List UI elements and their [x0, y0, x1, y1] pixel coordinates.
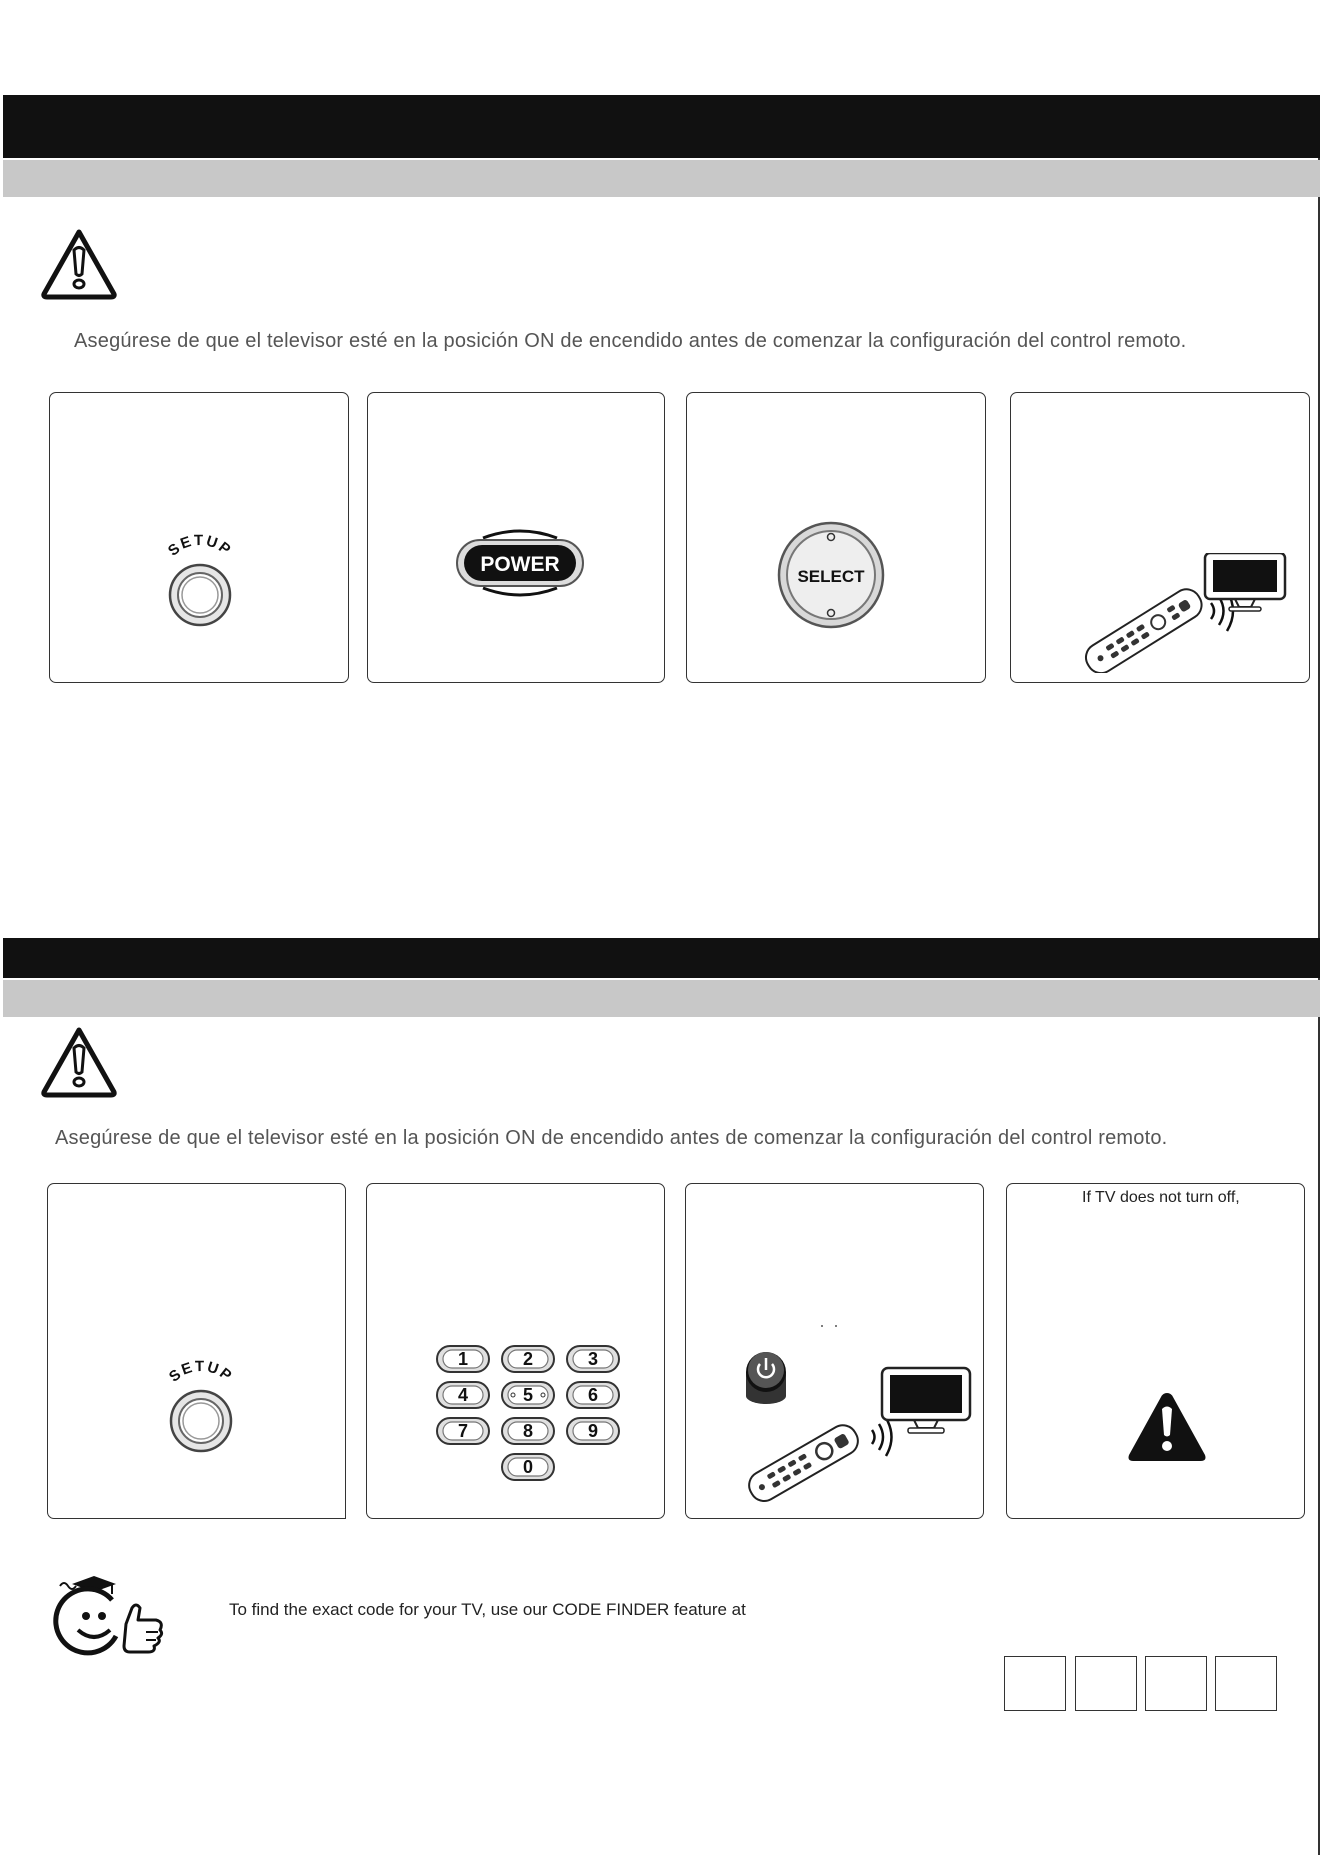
- svg-text:1: 1: [457, 1349, 469, 1369]
- keypad-key-0: [502, 1454, 554, 1480]
- section2-step2-card: [366, 1183, 665, 1519]
- svg-text:SETUP: [165, 533, 235, 560]
- svg-text:9: 9: [587, 1421, 599, 1441]
- section2-subheader-bar: [3, 980, 1320, 1017]
- svg-text:3: 3: [587, 1349, 599, 1369]
- section2-warning-text: Asegúrese de que el televisor esté en la posición ON de encendido antes de comenzar la configuración del control remoto.: [55, 1127, 1168, 1149]
- section1-warning-text: Asegúrese de que el televisor esté en la posición ON de encendido antes de comenzar la configuración del control remoto.: [74, 330, 1187, 352]
- svg-text:2: 2: [522, 1349, 534, 1369]
- setup-button-icon: [151, 1359, 251, 1459]
- warning-triangle-icon: [40, 228, 118, 300]
- svg-text:0: 0: [522, 1457, 534, 1477]
- keypad-key-4: [437, 1382, 489, 1408]
- code-finder-tip-text: To find the exact code for your TV, use our CODE FINDER feature at: [229, 1600, 746, 1619]
- keypad-key-2: [502, 1346, 554, 1372]
- smiley-thumbs-up-icon: [52, 1572, 174, 1662]
- power-remote-to-tv-icon: [744, 1324, 974, 1514]
- keypad-key-5: [502, 1382, 554, 1408]
- svg-text:SETUP: [166, 1359, 236, 1386]
- tv-not-off-note: If TV does not turn off,: [1082, 1189, 1240, 1206]
- code-digit-box-4[interactable]: [1215, 1656, 1277, 1711]
- svg-text:6: 6: [587, 1385, 599, 1405]
- svg-text:5: 5: [522, 1385, 534, 1405]
- code-digit-box-2[interactable]: [1075, 1656, 1137, 1711]
- power-button-icon: [455, 528, 585, 598]
- section2-header-bar: [3, 938, 1320, 978]
- select-label: SELECT: [797, 567, 865, 586]
- number-keypad-icon: [435, 1344, 625, 1489]
- setup-label: SETUP: [164, 533, 236, 560]
- power-label: POWER: [480, 553, 560, 576]
- section1-step4-card: [1010, 392, 1310, 683]
- svg-text:4: 4: [457, 1385, 469, 1405]
- svg-text:8: 8: [522, 1421, 534, 1441]
- code-digit-box-3[interactable]: [1145, 1656, 1207, 1711]
- keypad-key-6: [567, 1382, 619, 1408]
- section2-step3-card: [685, 1183, 984, 1519]
- section1-step1-card: [49, 392, 349, 683]
- section1-subheader-bar: [3, 160, 1320, 197]
- setup-button-icon: [150, 533, 250, 633]
- keypad-key-1: [437, 1346, 489, 1372]
- select-button-icon: [776, 520, 886, 630]
- keypad-key-3: [567, 1346, 619, 1372]
- remote-to-tv-icon: [1069, 553, 1289, 673]
- section2-step1-card: [47, 1183, 346, 1519]
- svg-text:7: 7: [457, 1421, 469, 1441]
- keypad-key-8: [502, 1418, 554, 1444]
- keypad-key-7: [437, 1418, 489, 1444]
- section2-step4-card: [1006, 1183, 1305, 1519]
- section1-step2-card: [367, 392, 665, 683]
- warning-triangle-icon: [40, 1026, 118, 1098]
- section1-step3-card: [686, 392, 986, 683]
- section1-header-bar: [3, 95, 1320, 158]
- warning-solid-icon: [1125, 1389, 1209, 1465]
- power-button-round-icon: [746, 1352, 786, 1404]
- code-digit-box-1[interactable]: [1004, 1656, 1066, 1711]
- keypad-key-9: [567, 1418, 619, 1444]
- setup-label: SETUP: [165, 1359, 237, 1386]
